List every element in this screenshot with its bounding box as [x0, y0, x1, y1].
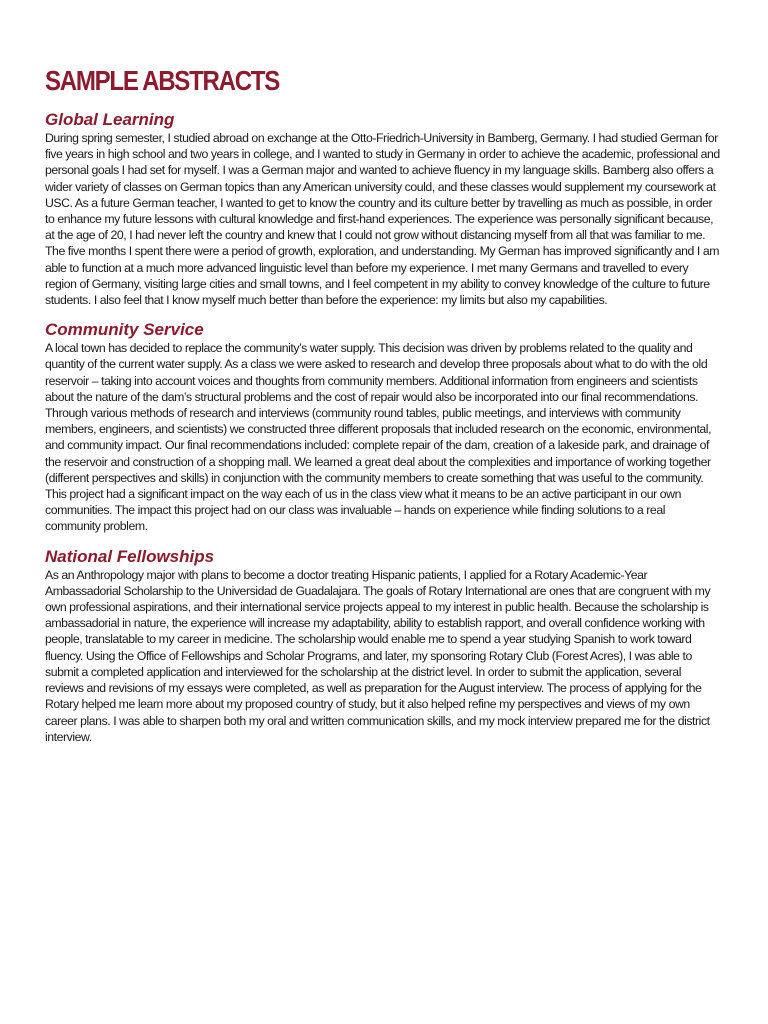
- section-heading-community-service: Community Service: [45, 320, 204, 340]
- section-heading-global-learning: Global Learning: [45, 110, 175, 129]
- section-community-service: [45, 320, 721, 534]
- section-body-global-learning: During spring semester, I studied abroad on exchange at the Otto-Friedrich-University in Bamberg, Germany. I had studied German for five years in high school and two years in college, and I wanted to study in Germany in order to achieve the academic, professional and personal goals I had set for myself. I was a German major and wanted to achieve fluency in my language skills. Bamberg also offers a wider variety of classes on German topics than any American university could, and these classes would supplement my coursework at USC. As a future German teacher, I wanted to get to know the country and its culture better by travelling as much as possible, in order to enhance my future lessons with cultural knowledge and first-hand experiences. The experience was personally significant because, at the age of 20, I had never left the country and knew that I could not grow without distancing myself from all that was familiar to me. The five months I spent there were a period of growth, exploration, and understanding. My German has improved significantly and I am able to function at a much more advanced linguistic level than before my experience. I met many Germans and travelled to every region of Germany, visiting large cities and small towns, and I feel competent in my ability to convey knowledge of the culture to future students. I also feel that I know myself much better than before the experience: my limits but also my capabilities.: [45, 131, 720, 308]
- section-national-fellowships: [45, 547, 721, 745]
- section-heading-national-fellowships: National Fellowships: [45, 546, 215, 566]
- section-global-learning: [45, 110, 721, 308]
- document-page: [45, 64, 721, 745]
- section-body-community-service: A local town has decided to replace the community’s water supply. This decision was driven by problems related to the quality and quantity of the current water supply. As a class we were asked to research and develop three proposals about what to do with the old reservoir – taking into account voices and thoughts from community members. Additional information from engineers and scientists about the nature of the dam’s structural problems and the cost of repair would also be incorporated into our final recommendations. Through various methods of research and interviews (community round tables, public meetings, and interviews with community members, engineers, and scientists) we constructed three different proposals that included research on the economic, environmental, and community impact. Our final recommendations included: complete repair of the dam, creation of a lakeside park, and drainage of the reservoir and construction of a shopping mall. We learned a great deal about the complexities and importance of working together (different perspectives and skills) in conjunction with the community members to create something that was useful to the community. This project had a significant impact on the way each of us in the class view what it means to be an active participant in our own communities. The impact this project had on our class was invaluable – hands on experience while finding solutions to a real community problem.: [45, 341, 712, 534]
- page-title: SAMPLE ABSTRACTS: [45, 65, 279, 96]
- section-body-national-fellowships: As an Anthropology major with plans to become a doctor treating Hispanic patients, I applied for a Rotary Academic-Year Ambassadorial Scholarship to the Universidad de Guadalajara. The goals of Rotary International are ones that are congruent with my own professional aspirations, and their international service projects appeal to my interest in public health. Because the scholarship is ambassadorial in nature, the experience will increase my adaptability, ability to establish rapport, and overall confidence working with people, translatable to my career in medicine. The scholarship would enable me to spend a year studying Spanish to work toward fluency. Using the Office of Fellowships and Scholar Programs, and later, my sponsoring Rotary Club (Forest Acres), I was able to submit a completed application and interviewed for the scholarship at the district level. In order to submit the application, several reviews and revisions of my essays were completed, as well as preparation for the August interview. The process of applying for the Rotary helped me learn more about my proposed country of study, but it also helped refine my perspectives and views of my own career plans. I was able to sharpen both my oral and written communication skills, and my mock interview prepared me for the district interview.: [45, 567, 711, 744]
